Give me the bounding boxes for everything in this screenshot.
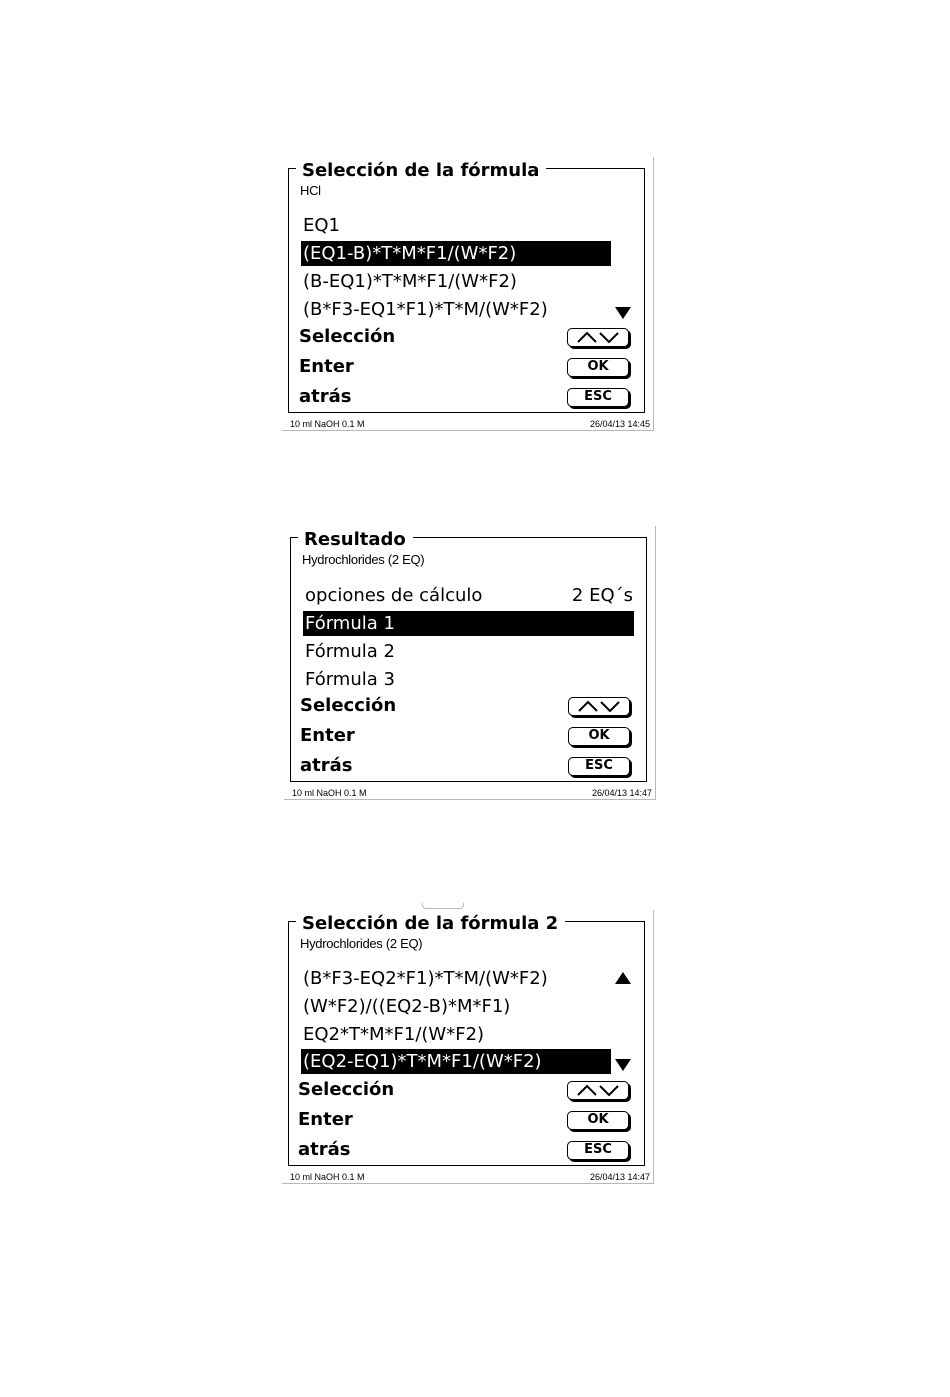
list-item[interactable] <box>301 213 611 238</box>
list-item-selected[interactable] <box>303 611 634 636</box>
list-item-label: EQ1 <box>303 215 340 236</box>
up-down-arrows-icon <box>577 700 621 712</box>
formula-selection-screen <box>282 157 654 431</box>
enter-label: Enter <box>299 356 354 377</box>
status-method: 10 ml NaOH 0.1 M <box>290 1172 365 1182</box>
scroll-down-arrow-icon[interactable] <box>615 1059 631 1071</box>
select-key-button[interactable] <box>567 1081 629 1100</box>
result-screen <box>284 526 656 800</box>
up-down-arrows-icon <box>576 331 620 343</box>
screen-subtitle: HCl <box>300 183 321 198</box>
list-item[interactable] <box>301 269 611 294</box>
back-label: atrás <box>300 755 353 776</box>
status-method: 10 ml NaOH 0.1 M <box>290 419 365 429</box>
list-item-label: (W*F2)/((EQ2-B)*M*F1) <box>303 996 511 1017</box>
ok-key-button[interactable]: OK <box>567 358 629 377</box>
screen-subtitle: Hydrochlorides (2 EQ) <box>302 552 425 567</box>
select-label: Selección <box>298 1079 395 1100</box>
list-item[interactable] <box>303 667 634 692</box>
scroll-down-arrow-icon[interactable] <box>615 307 631 319</box>
back-label: atrás <box>298 1139 351 1160</box>
list-item-label: (B-EQ1)*T*M*F1/(W*F2) <box>303 271 517 292</box>
enter-label: Enter <box>300 725 355 746</box>
list-item-label: opciones de cálculo <box>305 585 483 606</box>
list-item-label: Fórmula 1 <box>305 613 395 634</box>
esc-key-button[interactable]: ESC <box>567 388 629 407</box>
list-item[interactable] <box>301 1022 611 1047</box>
formula-2-selection-screen <box>282 910 654 1184</box>
list-item-label: Fórmula 2 <box>305 641 395 662</box>
list-item-label: EQ2*T*M*F1/(W*F2) <box>303 1024 485 1045</box>
ok-key-button[interactable]: OK <box>567 1111 629 1130</box>
screen-subtitle: Hydrochlorides (2 EQ) <box>300 936 423 951</box>
screen-title: Selección de la fórmula 2 <box>296 913 565 935</box>
list-item-label: Fórmula 3 <box>305 669 395 690</box>
screen-title: Resultado <box>298 529 413 551</box>
status-datetime: 26/04/13 14:47 <box>589 1172 650 1182</box>
list-item-value: 2 EQ´s <box>571 585 633 606</box>
list-item-selected[interactable] <box>301 1049 611 1074</box>
select-label: Selección <box>299 326 396 347</box>
status-method: 10 ml NaOH 0.1 M <box>292 788 367 798</box>
list-item[interactable] <box>303 583 634 608</box>
screen-title: Selección de la fórmula <box>296 160 546 182</box>
select-label: Selección <box>300 695 397 716</box>
esc-key-button[interactable]: ESC <box>568 757 630 776</box>
esc-key-button[interactable]: ESC <box>567 1141 629 1160</box>
enter-label: Enter <box>298 1109 353 1130</box>
list-item-label: (B*F3-EQ1*F1)*T*M/(W*F2) <box>303 299 548 320</box>
list-item-label: (B*F3-EQ2*F1)*T*M/(W*F2) <box>303 968 548 989</box>
back-label: atrás <box>299 386 352 407</box>
up-down-arrows-icon <box>576 1084 620 1096</box>
list-item-selected[interactable] <box>301 241 611 266</box>
list-item-label: (EQ2-EQ1)*T*M*F1/(W*F2) <box>303 1051 542 1072</box>
list-item[interactable] <box>301 297 611 322</box>
status-datetime: 26/04/13 14:45 <box>589 419 650 429</box>
list-item[interactable] <box>301 994 611 1019</box>
select-key-button[interactable] <box>567 328 629 347</box>
select-key-button[interactable] <box>568 697 630 716</box>
ok-key-button[interactable]: OK <box>568 727 630 746</box>
status-datetime: 26/04/13 14:47 <box>591 788 652 798</box>
window-tab <box>422 903 464 909</box>
scroll-up-arrow-icon[interactable] <box>615 972 631 984</box>
list-item[interactable] <box>303 639 634 664</box>
list-item-label: (EQ1-B)*T*M*F1/(W*F2) <box>303 243 517 264</box>
list-item[interactable] <box>301 966 611 991</box>
